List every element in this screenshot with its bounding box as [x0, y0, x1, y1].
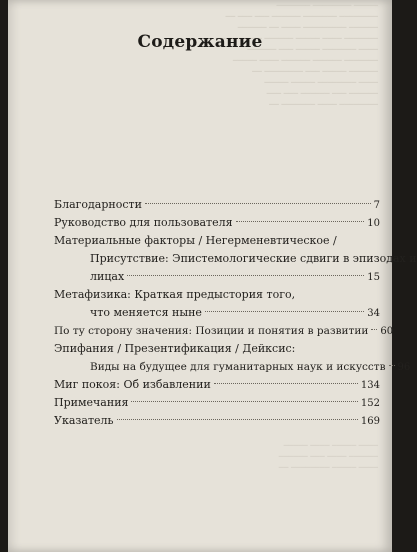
toc-page-number: 96: [397, 362, 411, 373]
toc-entry-continuation: [54, 268, 380, 286]
bleed-through-text: ───── ──────── ─────── ──────── ─────── ────── ─── ─── ── ────── ───────── ──── ── ────── ─────── ──── ───── ────── ─────── ── ──── ─────── ───── ─── ────── ─────── ────── ────── ──── ───── ────── ───── ─── ──────── ── ──── ──────── ───── ───── ────── ─── ────── ─── ─── ──────── ──── ─────── ──: [215, 1, 378, 109]
toc-page-number: 15: [367, 272, 380, 283]
toc-entry-title: Миг покоя: Об избавлении: [54, 378, 211, 391]
dot-leader: [145, 203, 371, 204]
toc-entry: [54, 286, 380, 304]
toc-entry: [54, 412, 380, 430]
dot-leader: [214, 383, 358, 384]
dot-leader: [127, 275, 364, 276]
toc-page-number: 152: [360, 398, 380, 409]
book-page: [8, 0, 417, 552]
toc-entry-title: лицах: [90, 270, 125, 283]
toc-page-number: 7: [373, 200, 380, 211]
dot-leader: [389, 365, 395, 366]
toc-entry-title: что меняется ныне: [90, 306, 202, 319]
dot-leader: [371, 329, 377, 330]
toc-entry-continuation: [54, 250, 417, 268]
toc-entry: [54, 232, 380, 250]
toc-page-number: 169: [360, 416, 380, 427]
dot-leader: [205, 311, 364, 312]
dot-leader: [117, 419, 358, 420]
toc-entry: [54, 376, 380, 394]
toc-entry: [54, 340, 380, 358]
toc-entry-title: Благодарности: [54, 198, 142, 211]
toc-entry: [54, 394, 380, 412]
toc-entry-title: Материальные факторы / Негерменевтическое /: [54, 234, 337, 247]
toc-entry-continuation: [54, 304, 380, 322]
toc-page-number: 10: [367, 218, 380, 229]
toc-entry-continuation: [54, 358, 411, 376]
bleed-through-text-bottom: ──── ───── ──── ───── ────── ──── ─── ────── ──── ───── ──────── ──: [278, 441, 378, 472]
toc-entry-title: Присутствие: Эпистемологические сдвиги в эпизодах и: [90, 252, 417, 265]
toc-entry: [54, 196, 380, 214]
table-of-contents: [54, 196, 417, 430]
toc-entry-title: Эпифания / Презентификация / Дейксис:: [54, 342, 296, 355]
toc-entry: [54, 322, 394, 340]
toc-entry-title: Виды на будущее для гуманитарных наук и искусств: [90, 361, 386, 373]
toc-entry-title: По ту сторону значения: Позиции и понятия в развитии: [54, 325, 369, 337]
toc-page-number: 60: [380, 326, 394, 337]
toc-entry-title: Примечания: [54, 396, 129, 409]
toc-entry: [54, 214, 380, 232]
toc-entry-title: Указатель: [54, 414, 114, 427]
dot-leader: [131, 401, 357, 402]
toc-entry-title: Руководство для пользователя: [54, 216, 233, 229]
toc-page-number: 34: [367, 308, 380, 319]
toc-entry-title: Метафизика: Краткая предыстория того,: [54, 288, 296, 301]
page-title: Содержание: [137, 32, 263, 52]
toc-page-number: 134: [360, 380, 380, 391]
dot-leader: [236, 221, 365, 222]
